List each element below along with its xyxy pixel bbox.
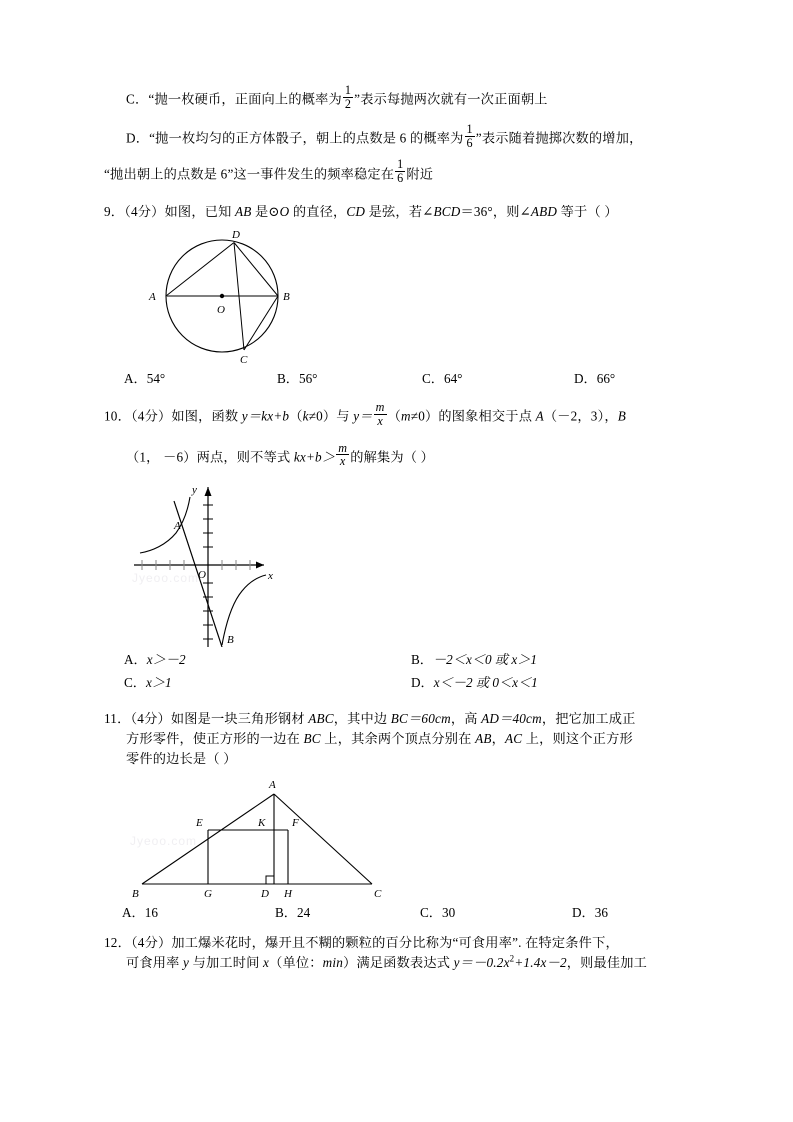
q12-l2c: （单位： (269, 955, 323, 971)
svg-text:G: G (204, 887, 212, 900)
q11-option-a-key: A． (122, 904, 145, 920)
svg-text:E: E (196, 816, 203, 829)
q9-bcd: BCD (433, 203, 461, 219)
q10-y: y＝ (353, 408, 373, 424)
q11-stem-line1: 11．（4分）如图是一块三角形钢材 ABC，其中边 BC＝60cm，高 AD＝40cm，把它加工成正 (104, 710, 636, 726)
q9-score: （4分） (124, 203, 165, 219)
q9-option-c-value: 64° (443, 371, 463, 387)
fraction-one-half: $\frac{1}{2}$ (344, 82, 352, 111)
q10-option-c[interactable] (124, 672, 411, 695)
q8-option-c-text-before: “抛一枚硬币，正面向上的概率为 (148, 91, 342, 107)
q9-ab: AB (234, 203, 252, 219)
q11-option-c[interactable] (420, 902, 572, 921)
svg-text:B: B (227, 634, 234, 647)
q10-option-b[interactable] (411, 649, 701, 672)
q10-l2b: 的解集为（ ） (350, 449, 435, 465)
svg-text:A: A (174, 520, 181, 533)
q8-option-d: D．“抛一枚均匀的正方体骰子，朝上的点数是 6 的概率为 $\frac{1}{6}$ ”表示随着抛掷次数的增加， (126, 122, 643, 150)
q9-number: 9 (104, 203, 111, 219)
svg-text:x: x (268, 570, 273, 583)
q11-l1d: ，把它加工成正 (541, 710, 636, 726)
q11-stem-line2 (104, 729, 704, 749)
q9-option-a[interactable] (124, 368, 277, 387)
q10-pointA: A (535, 408, 544, 424)
svg-text:A: A (269, 778, 276, 791)
q9-option-d-key: D． (574, 371, 597, 387)
q11-ad-len: AD＝40cm (481, 710, 542, 726)
q9-figure (122, 226, 704, 366)
q11-option-b-value: 24 (296, 904, 311, 920)
q11-option-c-key: C． (420, 904, 442, 920)
q11-ab: AB (475, 730, 492, 746)
svg-text:C: C (374, 887, 382, 900)
svg-text:C: C (240, 354, 248, 367)
q10-option-b-key: B． (411, 652, 433, 668)
q10-stem-line2 (104, 440, 704, 471)
q12-eq-b: +1.4x－2 (514, 955, 567, 971)
q9-option-b-value: 56° (298, 371, 318, 387)
q12-l2d: ）满足函数表达式 (343, 955, 454, 971)
q10-l1a: 如图，函数 (171, 408, 242, 424)
q9-options (104, 368, 704, 387)
q10-option-d-key: D． (411, 674, 434, 690)
q10-option-d-value: x＜－2 或 0＜x＜1 (433, 674, 538, 690)
q10-l1e: ≠0）的图象相交于点 (410, 408, 536, 424)
q11-abc: ABC (308, 710, 334, 726)
q11-l1c: ，高 (450, 710, 482, 726)
svg-text:O: O (217, 304, 225, 317)
q10-fn1: y＝kx+b (241, 408, 290, 424)
svg-text:H: H (284, 887, 292, 900)
q9-cd: CD (346, 203, 366, 219)
q11-bc-len: BC＝60cm (390, 710, 451, 726)
q12-score: （4分） (130, 934, 172, 950)
q10-option-c-key: C． (124, 674, 146, 690)
q11-l1a: 如图是一块三角形钢材 (170, 710, 309, 726)
q9-abd: ABD (530, 203, 558, 219)
q12-number: 12 (104, 934, 118, 950)
q12-l2b: 与加工时间 (189, 955, 264, 971)
q10-stem-line1: 10．（4分）如图，函数 y＝kx+b（k≠0）与 y＝ $\frac{m}{x}$ （m≠0）的图象相交于点 A（－2，3），B (104, 400, 627, 428)
q11-option-d-key: D． (572, 904, 595, 920)
q11-option-d[interactable] (572, 902, 692, 921)
q10-m: m (401, 408, 411, 424)
q10-figure (126, 475, 704, 647)
q10-option-b-value: －2＜x＜0 或 x＞1 (432, 652, 538, 668)
q11-l2b: 上，其余两个顶点分别在 (320, 730, 476, 746)
q12-stem-line1: 12．（4分）加工爆米花时，爆开且不糊的颗粒的百分比称为“可食用率”. 在特定条件下， (104, 934, 619, 950)
q11-l2a: 方形零件，使正方形的一边在 (126, 730, 304, 746)
q10-number: 10 (104, 408, 118, 424)
svg-text:A: A (149, 291, 156, 304)
svg-text:B: B (283, 291, 290, 304)
q10-l1b: （ (289, 408, 303, 424)
q9-stem-part4: 是弦，若∠ (365, 203, 434, 219)
svg-text:O: O (198, 569, 206, 582)
q12-min: min (322, 955, 344, 971)
q9-stem-part3: 的直径， (289, 203, 347, 219)
q9-option-c-key: C． (422, 371, 444, 387)
q9-option-a-key: A． (124, 371, 147, 387)
q12-eq-a: y＝－0.2x (453, 955, 510, 971)
q12-exponent: 2 (509, 953, 515, 964)
q9-stem-part2: 是⊙ (251, 203, 280, 219)
svg-text:D: D (232, 229, 240, 242)
q9-stem: 9．（4分）如图，已知 AB 是⊙O 的直径，CD 是弦，若∠BCD＝36°，则∠ABD 等于（ ） (104, 203, 618, 219)
q9-option-c[interactable] (422, 368, 574, 387)
page-content (104, 82, 704, 974)
fraction-one-sixth: $\frac{1}{6}$ (466, 122, 473, 150)
q10-ineq: kx+b＞ (293, 449, 336, 465)
q8-option-d-line2-after: 附近 (406, 166, 434, 182)
q12-y: y (183, 955, 190, 971)
q10-option-a[interactable] (124, 649, 411, 672)
fraction-m-over-x: $\frac{m}{x}$ (375, 400, 385, 428)
q10-l1f: （－2，3）， (543, 408, 618, 424)
q9-option-b-key: B． (277, 371, 299, 387)
q10-l2a: （1， －6）两点，则不等式 (126, 449, 294, 465)
q11-bc: BC (303, 730, 321, 746)
watermark-q10: Jyeoo.com (132, 571, 200, 586)
q11-ac: AC (504, 730, 523, 746)
q12-x: x (263, 955, 270, 971)
q12-stem-line2 (104, 953, 704, 973)
q9-option-a-value: 54° (146, 371, 166, 387)
q10-l1d: （ (387, 408, 402, 424)
q12-l2e: ，则最佳加工 (566, 955, 648, 971)
q10-option-d[interactable] (411, 672, 701, 695)
q10-pointB: B (617, 408, 627, 424)
q11-figure (122, 772, 704, 900)
q9-stem-eq: ＝36° (460, 203, 493, 219)
svg-text:K: K (258, 816, 266, 829)
q11-option-a-value: 16 (144, 904, 158, 920)
q10-l1c: ≠0）与 (308, 408, 354, 424)
q11-options (104, 902, 704, 921)
q11-l2d: 上，则这个正方形 (522, 730, 633, 746)
q11-stem-line3 (104, 749, 704, 769)
q9-stem-part1: 如图，已知 (164, 203, 235, 219)
svg-text:F: F (292, 816, 299, 829)
q9-stem-part5: ，则∠ (492, 203, 531, 219)
q10-score: （4分） (130, 408, 172, 424)
q9-o: O (279, 203, 290, 219)
svg-text:y: y (192, 484, 197, 497)
q9-option-d[interactable] (574, 368, 694, 387)
q8-option-d-text-before: “抛一枚均匀的正方体骰子，朝上的点数是 6 的概率为 (149, 130, 464, 146)
q11-number: 11 (104, 710, 118, 726)
q8-option-d-text-after: ”表示随着抛掷次数的增加， (475, 130, 643, 146)
q8-option-c-text-after: ”表示每抛两次就有一次正面朝上 (354, 91, 548, 107)
q8-option-d-line2-before: “抛出朝上的点数是 6”这一事件发生的频率稳定在 (104, 166, 395, 182)
svg-text:B: B (132, 887, 139, 900)
q8-option-d-label: D (126, 130, 136, 146)
q9-option-b[interactable] (277, 368, 422, 387)
q10-option-c-value: x＞1 (145, 674, 172, 690)
watermark-q11: Jyeoo.com (130, 833, 198, 848)
q11-l2c: ， (491, 730, 505, 746)
q11-option-b[interactable] (275, 902, 420, 921)
q9-option-d-value: 66° (596, 371, 616, 387)
q12-l2a: 可食用率 (126, 955, 184, 971)
svg-text:D: D (261, 887, 269, 900)
q8-option-d-line2 (104, 157, 704, 188)
q11-option-c-value: 30 (441, 904, 456, 920)
fraction-m-over-x-2: $\frac{m}{x}$ (338, 440, 348, 469)
q8-option-c: C．“抛一枚硬币，正面向上的概率为 $\frac{1}{2}$ ”表示每抛两次就有一次正面朝上 (126, 82, 548, 111)
q11-score: （4分） (130, 710, 171, 726)
q9-stem-part6: 等于（ ） (557, 203, 618, 219)
q8-option-c-label: C (126, 91, 135, 107)
q12-l1: 加工爆米花时，爆开且不糊的颗粒的百分比称为“可食用率”. 在特定条件下， (171, 934, 619, 950)
q10-option-a-key: A． (124, 652, 147, 668)
q11-l3: 零件的边长是（ ） (126, 751, 237, 767)
q11-option-d-value: 36 (594, 904, 608, 920)
q10-option-a-value: x＞－2 (146, 652, 186, 668)
q11-l1b: ，其中边 (333, 710, 391, 726)
q10-options-row2 (104, 672, 704, 695)
q10-k: k (302, 408, 309, 424)
q11-option-b-key: B． (275, 904, 297, 920)
q10-options-row1 (104, 649, 704, 672)
q11-option-a[interactable] (122, 902, 275, 921)
fraction-one-sixth-2: $\frac{1}{6}$ (397, 157, 404, 186)
